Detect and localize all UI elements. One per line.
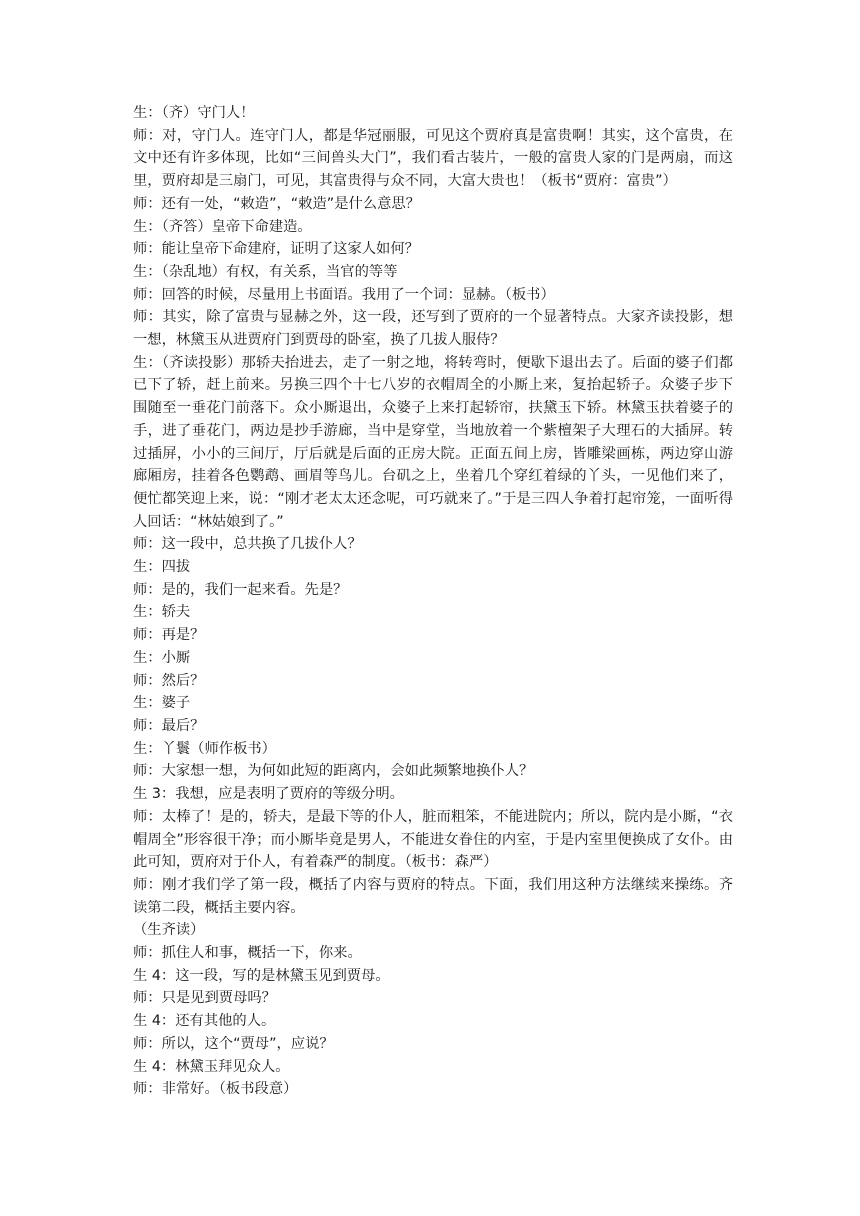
dialogue-line: 师：然后？ [133,672,205,689]
dialogue-line: 师：这一段中，总共换了几拔仆人？ [133,536,362,553]
dialogue-line: 生：（齐答）皇帝下命建造。 [133,218,312,235]
dialogue-line: 生 4：这一段，写的是林黛玉见到贾母。 [133,967,390,984]
dialogue-line: 师：回答的时候，尽量用上书面语。我用了一个词：显赫。（板书） [133,286,555,303]
dialogue-line: 师：所以，这个“贾母”，应说？ [133,1035,334,1052]
document-body [133,102,733,1101]
dialogue-line: 师：太棒了！是的，轿夫，是最下等的仆人，脏而粗笨，不能进院内；所以，院内是小厮，“衣帽周全”形容很干净；而小厮毕竟是男人，不能进女眷住的内室，于是内室里便换成了女仆。由此可知，贾府对于仆人，有着森严的制度。（板书：森严） [133,808,733,871]
dialogue-line: 生：（齐）守门人！ [133,105,255,121]
dialogue-line: 生：小厮 [133,649,191,666]
dialogue-line: 生：（齐读投影）那轿夫抬进去，走了一射之地，将转弯时，便歇下退出去了。后面的婆子们都已下了轿，赶上前来。另换三四个十七八岁的衣帽周全的小厮上来，复抬起轿子。众婆子步下围随至一垂花门前落下。众小厮退出，众婆子上来打起轿帘，扶黛玉下轿。林黛玉扶着婆子的手，进了垂花门，两边是抄手游廊，当中是穿堂，当地放着一个紫檀架子大理石的大插屏。转过插屏，小小的三间厅，厅后就是后面的正房大院。正面五间上房，皆雕梁画栋，两边穿山游廊厢房，挂着各色鹦鹉、画眉等鸟儿。台矶之上，坐着几个穿红着绿的丫头，一见他们来了，便忙都笑迎上来，说：“刚才老太太还念呢，可巧就来了。”于是三四人争着打起帘笼，一面听得人回话：“林姑娘到了。” [133,354,733,530]
dialogue-line: 生：（杂乱地）有权，有关系，当官的等等 [133,263,398,280]
dialogue-line: 生 4：林黛玉拜见众人。 [133,1058,290,1075]
dialogue-line: 师：再是？ [133,627,205,644]
dialogue-line: 生 3：我想，应是表明了贾府的等级分明。 [133,786,404,803]
dialogue-line: 师：刚才我们学了第一段，概括了内容与贾府的特点。下面，我们用这种方法继续来操练。齐读第二段，概括主要内容。 [133,876,733,916]
dialogue-line: 生：轿夫 [133,604,191,621]
dialogue-line: （生齐读） [133,922,205,939]
dialogue-line: 生：丫鬟（师作板书） [133,740,276,757]
dialogue-line: 师：对，守门人。连守门人，都是华冠丽服，可见这个贾府真是富贵啊！其实，这个富贵，在文中还有许多体现，比如“三间兽头大门”，我们看古装片，一般的富贵人家的门是两扇，而这里，贾府却是三扇门，可见，其富贵得与众不同，大富大贵也！（板书“贾府：富贵”） [133,127,733,190]
dialogue-line: 师：最后？ [133,717,205,734]
dialogue-line: 师：大家想一想，为何如此短的距离内，会如此频繁地换仆人？ [133,763,534,780]
dialogue-line: 生：四拔 [133,559,191,576]
dialogue-line: 师：还有一处，“敕造”，“敕造”是什么意思？ [133,195,420,212]
dialogue-line: 生：婆子 [133,695,191,712]
dialogue-line: 师：非常好。（板书段意） [133,1081,298,1098]
dialogue-line: 师：其实，除了富贵与显赫之外，这一段，还写到了贾府的一个显著特点。大家齐读投影，想一想，林黛玉从进贾府门到贾母的卧室，换了几拔人服侍？ [133,309,733,349]
dialogue-line: 师：抓住人和事，概括一下，你来。 [133,945,362,962]
dialogue-line: 师：只是见到贾母吗？ [133,990,276,1007]
dialogue-line: 生 4：还有其他的人。 [133,1013,276,1030]
dialogue-line: 师：能让皇帝下命建府，证明了这家人如何？ [133,241,419,258]
dialogue-line: 师：是的，我们一起来看。先是？ [133,581,348,598]
